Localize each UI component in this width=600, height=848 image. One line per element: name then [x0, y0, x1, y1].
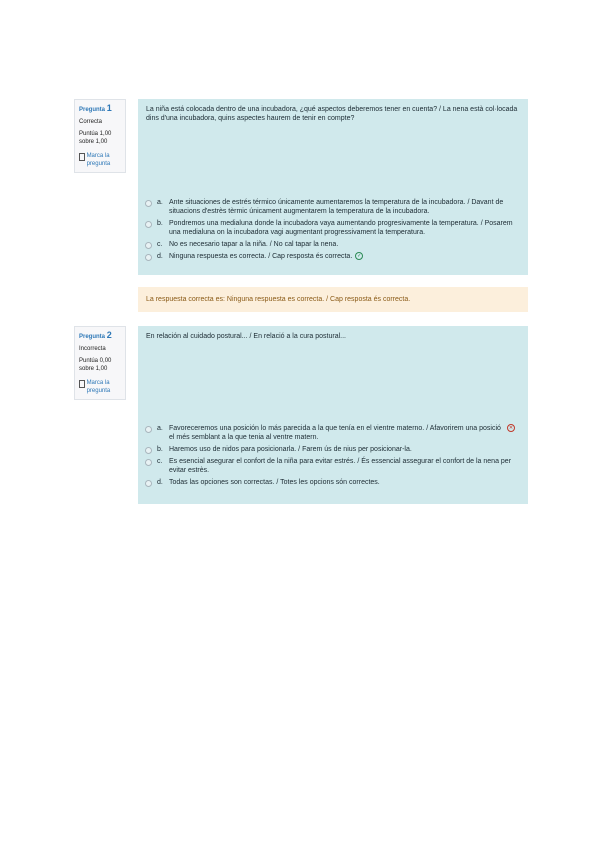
flag-question-link[interactable]: Marca la pregunta	[79, 152, 121, 168]
x-circle-icon: ✕	[508, 425, 514, 431]
answer-list	[145, 424, 515, 490]
flag-question-link[interactable]: Marca la pregunta	[79, 379, 121, 395]
answer-option[interactable]: c. No es necesario tapar a la niña. / No cal tapar la nena.	[145, 240, 515, 249]
answer-option[interactable]: a. Ante situaciones de estrés térmico únicamente aumentaremos la temperatura de la incubadora. / Davant de situacions d'estrès tèrmic únicament augmentarem la temperatura de la incubadora.	[145, 198, 515, 216]
radio-button[interactable]	[145, 426, 152, 433]
check-circle-icon: ✓	[357, 253, 362, 260]
radio-button[interactable]	[145, 200, 152, 207]
answer-option[interactable]: c. Es esencial asegurar el confort de la niña para evitar estrés. / És essencial assegurar el confort de la nena per evitar estrès.	[145, 457, 515, 475]
question-text: En relación al cuidado postural... / En relació a la cura postural...	[146, 333, 346, 340]
radio-button[interactable]	[145, 459, 152, 466]
question-text: La niña está colocada dentro de una incubadora, ¿qué aspectos deberemos tener en cuenta? / La nena està col·locada dins d'una incubadora, quins aspectes haurem de tenir en compte?	[146, 106, 518, 122]
answer-option-selected[interactable]: a. Favoreceremos una posición lo más parecida a la que tenía en el vientre materno. / Afavorirem una posició el més semblant a la que tenia al ventre matern. ✕	[145, 424, 515, 442]
answer-option[interactable]: d. Todas las opciones son correctas. / Totes les opcions són correctes.	[145, 478, 515, 487]
question-1-info	[74, 99, 126, 173]
radio-button[interactable]	[145, 447, 152, 454]
question-1-number: Pregunta 1	[79, 103, 112, 113]
answer-list	[145, 198, 515, 264]
question-state: Correcta	[79, 119, 103, 125]
radio-button[interactable]	[145, 221, 152, 228]
question-2-number: Pregunta 2	[79, 330, 112, 340]
question-number: 2	[106, 330, 112, 340]
correct-answer-feedback	[138, 287, 528, 312]
question-state: Incorrecta	[79, 346, 106, 352]
feedback-text: La respuesta correcta es: Ninguna respuesta es correcta. / Cap resposta és correcta.	[146, 296, 411, 303]
radio-button[interactable]	[145, 254, 152, 261]
answer-option[interactable]: b. Haremos uso de nidos para posicionarla. / Farem ús de nius per posicionar-la.	[145, 445, 515, 454]
question-grade: Puntúa 0,00 sobre 1,00	[79, 358, 112, 372]
answer-option-selected[interactable]: d. Ninguna respuesta es correcta. / Cap resposta és correcta. ✓	[145, 252, 515, 261]
radio-button[interactable]	[145, 242, 152, 249]
flag-icon	[79, 153, 85, 161]
question-grade: Puntúa 1,00 sobre 1,00	[79, 131, 112, 145]
radio-button[interactable]	[145, 480, 152, 487]
answer-option[interactable]: b. Pondremos una medialuna donde la incubadora vaya aumentando progresivamente la temperatura. / Posarem una medialuna on la incubadora vagi augmentant progressivament la temperatura.	[145, 219, 515, 237]
flag-icon	[79, 380, 85, 388]
question-number: 1	[106, 103, 112, 113]
question-2-info	[74, 326, 126, 400]
